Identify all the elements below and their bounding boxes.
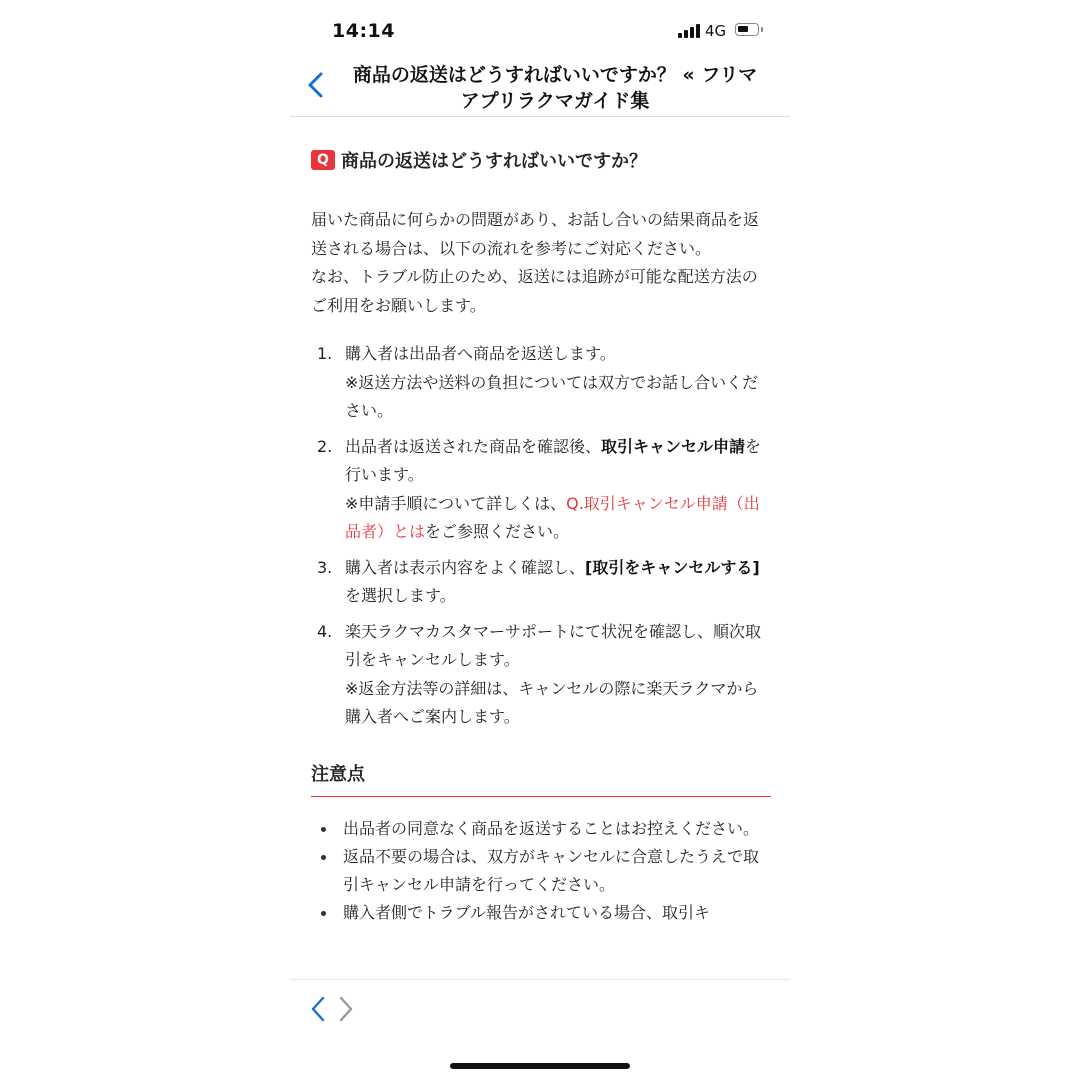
step-item <box>311 340 771 426</box>
step-number: 3. <box>317 557 333 577</box>
list-item: 出品者の同意なく商品を返送することはお控えください。 <box>311 815 771 843</box>
step-text <box>345 554 771 611</box>
step-number: 1. <box>317 344 333 363</box>
step-item <box>311 554 771 611</box>
step-text: 楽天ラクマカスタマーサポートにて状況を確認し、順次取引をキャンセルします。 <box>345 621 762 669</box>
browser-toolbar <box>290 979 790 1081</box>
browser-back-icon[interactable] <box>308 994 330 1024</box>
home-indicator[interactable] <box>450 1063 630 1069</box>
page-title: 商品の返送はどうすればいいですか？ « フリマアプリラクマガイド集 <box>352 64 758 112</box>
status-time: 14:14 <box>332 20 395 42</box>
step-text-post: を行います。 <box>345 436 762 484</box>
notes-list <box>311 815 771 927</box>
step-note <box>345 490 771 547</box>
intro-line: 届いた商品に何らかの問題があり、お話し合いの結果商品を返送される場合は、以下の流れを参考にご対応ください。 <box>311 210 760 258</box>
network-label: 4G <box>705 22 727 40</box>
step-text: 購入者は出品者へ商品を返送します。 <box>345 344 616 363</box>
question-title: 商品の返送はどうすればいいですか？ <box>341 151 647 172</box>
back-chevron-icon[interactable] <box>302 70 332 100</box>
step-note: ※返金方法等の詳細は、キャンセルの際に楽天ラクマから購入者へご案内します。 <box>345 678 759 726</box>
step-text-post: を選択します。 <box>345 586 456 605</box>
phone-screen <box>290 0 790 1080</box>
intro-line: なお、トラブル防止のため、返送には追跡が可能な配送方法のご利用をお願いします。 <box>311 267 758 315</box>
list-item: 返品不要の場合は、双方がキャンセルに合意したうえで取引キャンセル申請を行ってください。 <box>311 843 771 899</box>
article-content <box>311 140 771 927</box>
status-bar <box>290 0 790 60</box>
battery-icon <box>735 23 759 36</box>
q-badge-icon: Q <box>311 150 335 170</box>
step-text-pre: 購入者は表示内容をよく確認し、 <box>345 557 586 577</box>
browser-forward-icon[interactable] <box>334 994 356 1024</box>
step-note: ※返送方法や送料の負担については双方でお話し合いください。 <box>345 372 759 420</box>
signal-icon <box>678 24 700 38</box>
intro-paragraph <box>311 206 771 320</box>
step-text-bold: 取引キャンセル申請 <box>601 436 746 456</box>
step-text-pre: 出品者は返送された商品を確認後、 <box>345 436 602 456</box>
step-note-pre: ※申請手順について詳しくは、 <box>345 493 567 513</box>
step-note-post: をご参照ください。 <box>425 522 570 541</box>
step-item <box>311 433 771 547</box>
navigation-bar <box>290 60 790 117</box>
step-number: 4. <box>317 621 333 641</box>
step-number: 2. <box>317 436 333 456</box>
steps-list <box>311 340 771 732</box>
cancel-request-link[interactable]: Q.取引キャンセル申請（出品者）とは <box>345 493 760 541</box>
notes-heading: 注意点 <box>311 760 771 797</box>
question-heading <box>311 140 771 180</box>
step-text-bold: [取引をキャンセルする] <box>585 557 760 577</box>
list-item: 購入者側でトラブル報告がされている場合、取引キ <box>311 899 771 927</box>
step-item <box>311 618 771 732</box>
step-text <box>345 433 771 490</box>
